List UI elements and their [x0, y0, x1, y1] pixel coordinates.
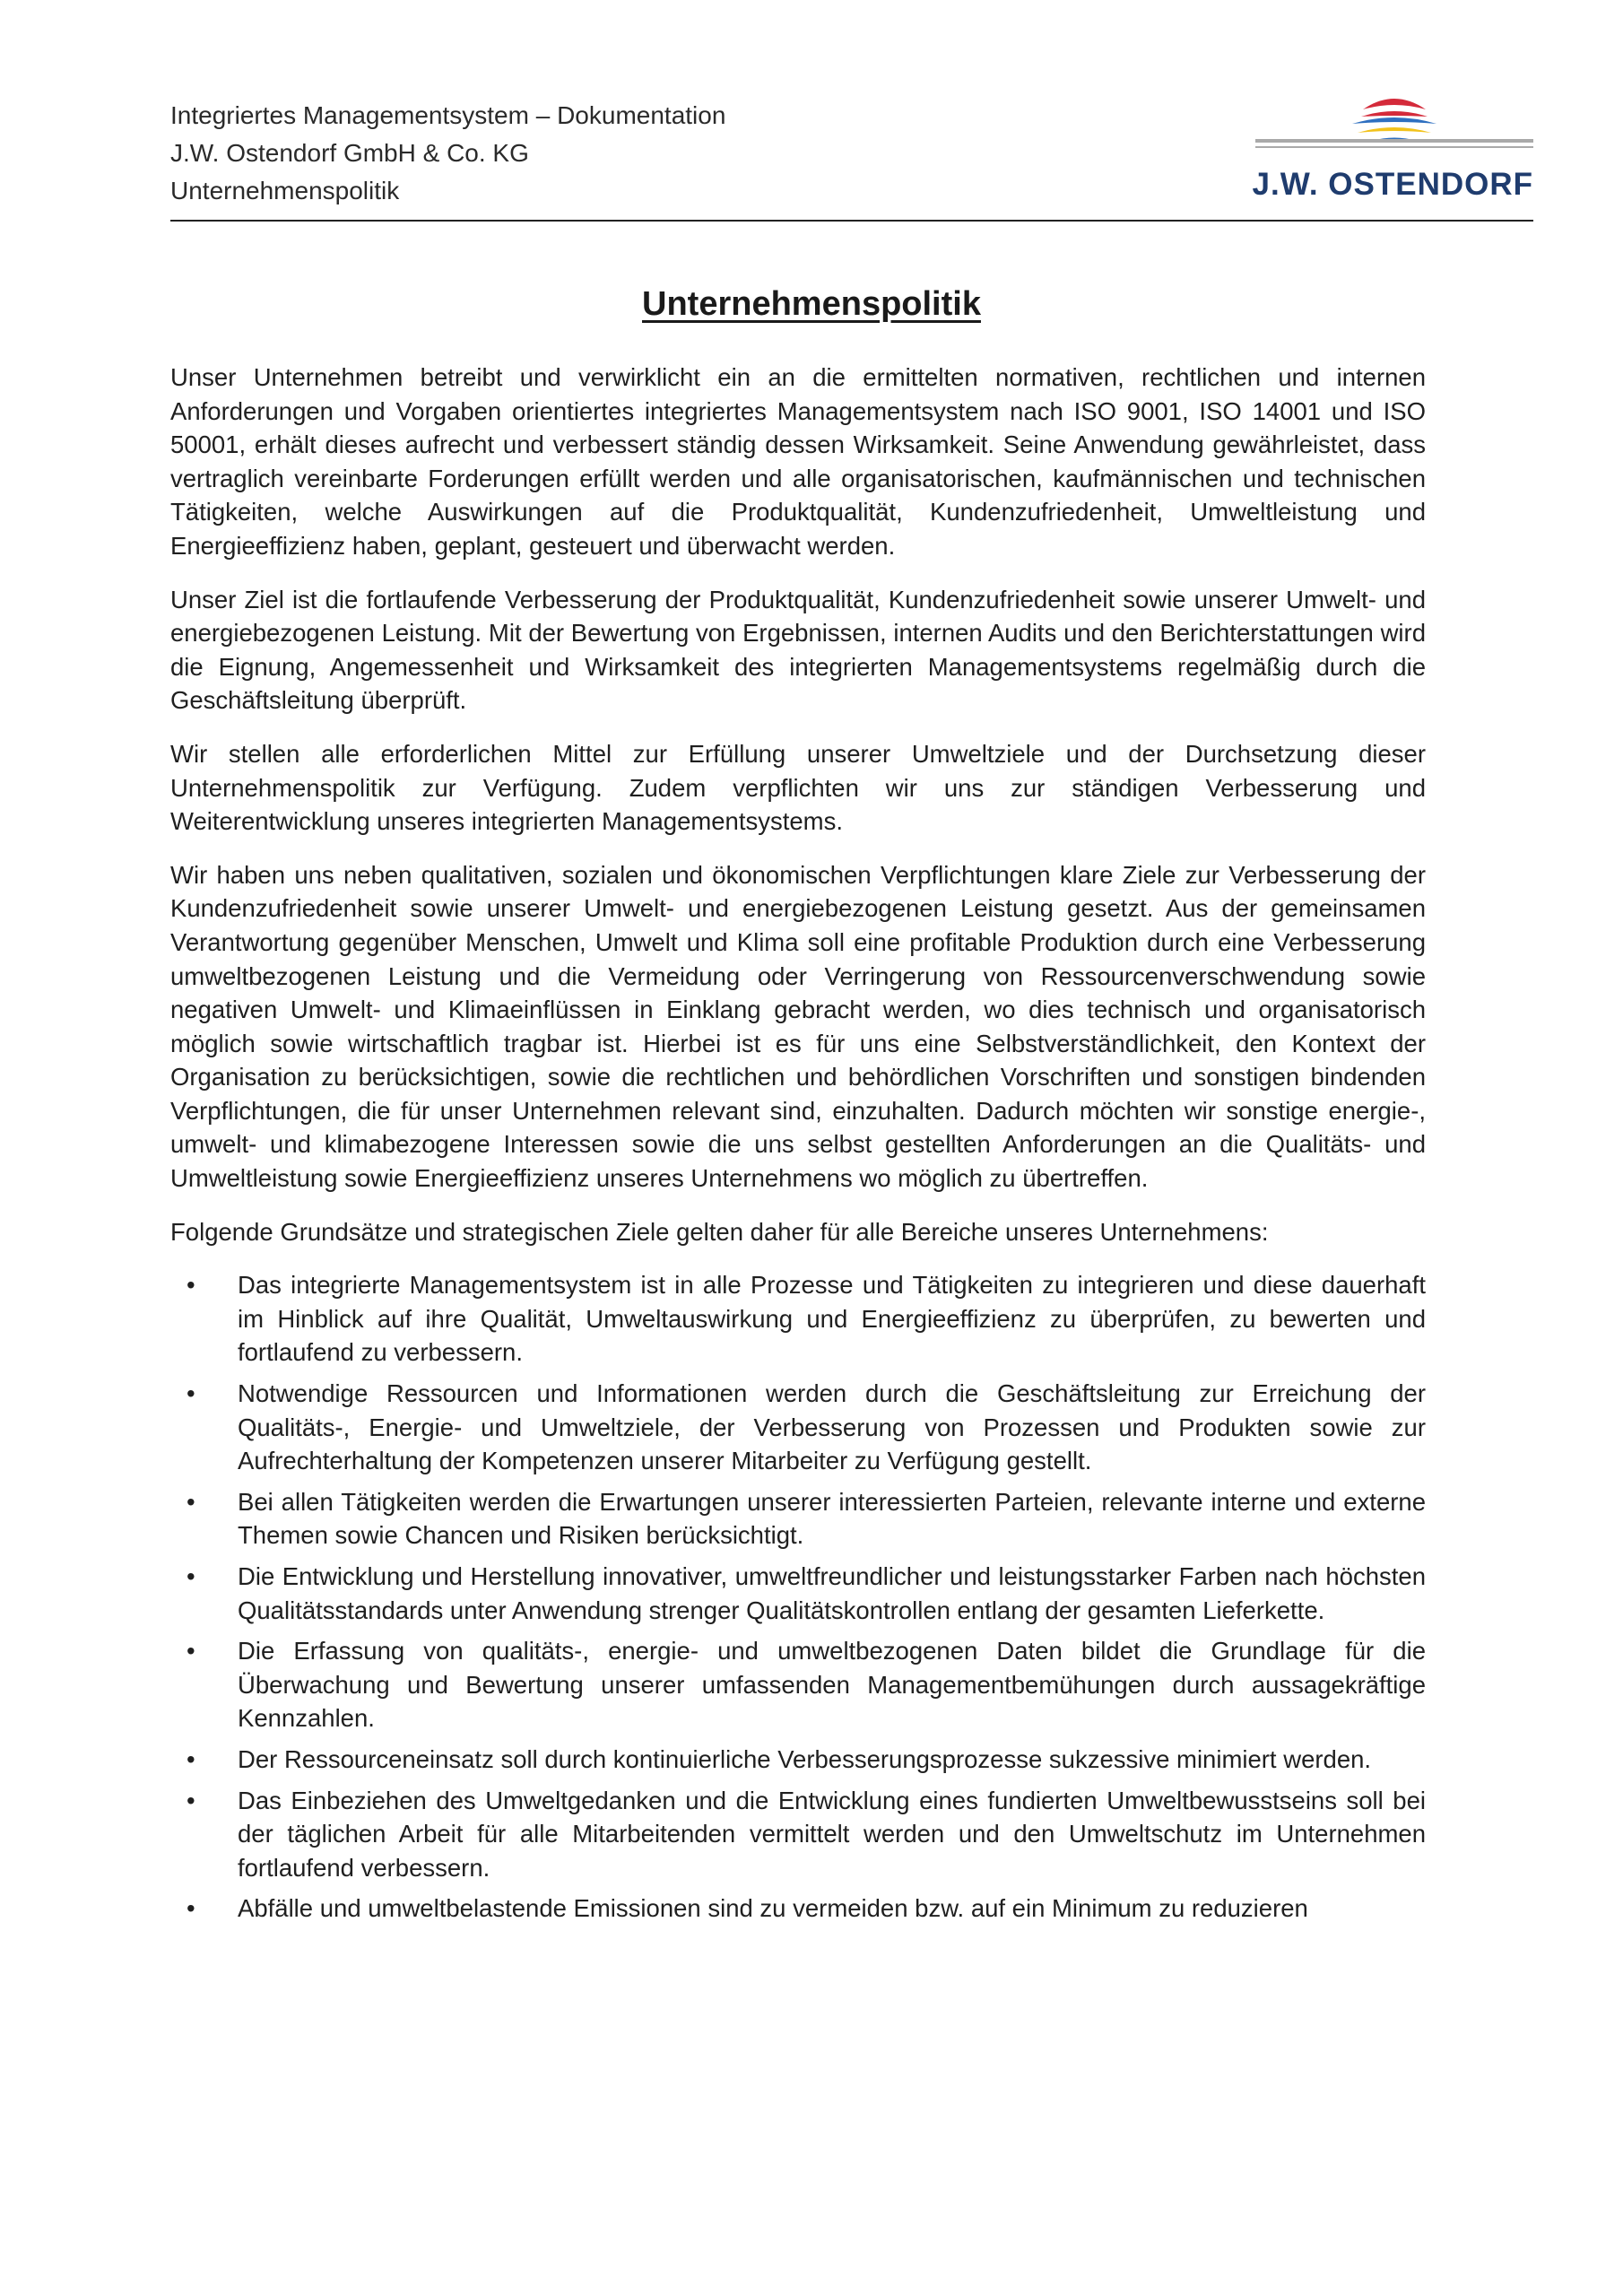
document-title: Unternehmenspolitik — [642, 285, 981, 323]
list-item — [170, 1485, 1426, 1552]
list-item-text: Der Ressourceneinsatz soll durch kontinuierliche Verbesserungsprozesse sukzessive minimiert werden. — [238, 1744, 1372, 1773]
list-item — [170, 1892, 1426, 1926]
list-item — [170, 1784, 1426, 1885]
header-text-block — [170, 97, 725, 210]
paragraph: Unser Unternehmen betreibt und verwirklicht ein an die ermittelten normativen, rechtlichen und internen Anforderungen und Vorgaben orientiertes integriertes Managementsystem nach ISO 9001, ISO 14001 und ISO 50001, erhält dieses aufrecht und verbessert ständig dessen Wirksamkeit. Seine Anwendung gewährleistet, dass vertraglich vereinbarte Forderungen erfüllt werden und alle organisatorischen, kaufmännischen und technischen Tätigkeiten, welche Auswirkungen auf die Produktqualität, Kundenzufriedenheit, Umweltleistung und Energieeffizienz haben, geplant, gesteuert und überwacht werden. — [170, 363, 1426, 560]
paragraph: Wir haben uns neben qualitativen, sozialen und ökonomischen Verpflichtungen klare Ziele zur Verbesserung der Kundenzufriedenheit sowie unserer Umwelt- und energiebezogenen Leistung gesetzt. Aus der gemeinsamen Verantwortung gegenüber Menschen, Umwelt und Klima soll eine profitable Produktion durch eine Verbesserung umweltbezogenen Leistung und die Vermeidung oder Verringerung von Ressourcenverschwendung sowie negativen Umwelt- und Klimaeinflüssen in Einklang gebracht werden, wo dies technisch und organisatorisch möglich sowie wirtschaftlich tragbar ist. Hierbei ist es für uns eine Selbstverständlichkeit, den Kontext der Organisation zu berücksichtigen, sowie die rechtlichen und behördlichen Vorschriften und sonstigen bindenden Verpflichtungen, die für unser Unternehmen relevant sind, einzuhalten. Dadurch möchten wir sonstige energie-, umwelt- und klimabezogene Interessen sowie die uns selbst gestellten Anforderungen an die Qualitäts- und Umweltleistung sowie Energieeffizienz unseres Unternehmens wo möglich zu übertreffen. — [170, 860, 1426, 1193]
bullet-icon: • — [187, 1379, 195, 1408]
paragraph: Wir stellen alle erforderlichen Mittel zur Erfüllung unserer Umweltziele und der Durchsetzung dieser Unternehmenspolitik zur Verfügung. Zudem verpflichten wir uns zur ständigen Verbesserung und Weiterentwicklung unseres integrierten Managementsystems. — [170, 739, 1426, 836]
list-item — [170, 1268, 1426, 1370]
list-item-text: Bei allen Tätigkeiten werden die Erwartungen unserer interessierten Parteien, relevante interne und externe Themen sowie Chancen und Risiken berücksichtigt. — [238, 1487, 1426, 1550]
list-item-text: Notwendige Ressourcen und Informationen werden durch die Geschäftsleitung zur Erreichung der Qualitäts-, Energie- und Umweltziele, der Verbesserung von Prozessen und Produkten sowie zur Aufrechterhaltung der Kompetenzen unserer Mitarbeiter zu Verfügung gestellt. — [238, 1379, 1426, 1475]
bullet-icon: • — [187, 1637, 195, 1665]
bullet-icon: • — [187, 1271, 195, 1300]
header-line-company: J.W. Ostendorf GmbH & Co. KG — [170, 139, 529, 167]
header-line-section: Unternehmenspolitik — [170, 177, 400, 204]
bullet-icon: • — [187, 1562, 195, 1590]
list-item-text: Abfälle und umweltbelastende Emissionen sind zu vermeiden bzw. auf ein Minimum zu reduzieren — [238, 1894, 1308, 1923]
list-item — [170, 1743, 1426, 1777]
logo-emblem-icon — [1255, 90, 1533, 170]
list-item-text: Das integrierte Managementsystem ist in alle Prozesse und Tätigkeiten zu integrieren und diese dauerhaft im Hinblick auf ihre Qualität, Umweltauswirkung und Energieeffizienz zu überprüfen, zu bewerten und fortlaufend zu verbessern. — [238, 1271, 1426, 1367]
list-item-text: Die Entwicklung und Herstellung innovativer, umweltfreundlicher und leistungsstarker Farben nach höchsten Qualitätsstandards unter Anwendung strenger Qualitätskontrollen entlang der gesamten Lieferkette. — [238, 1562, 1426, 1624]
header-divider — [170, 220, 1533, 222]
paragraph: Unser Ziel ist die fortlaufende Verbesserung der Produktqualität, Kundenzufriedenheit sowie unserer Umwelt- und energiebezogenen Leistung. Mit der Bewertung von Ergebnissen, internen Audits und den Berichterstattungen wird die Eignung, Angemessenheit und Wirksamkeit des integrierten Managementsystems regelmäßig durch die Geschäftsleitung überprüft. — [170, 585, 1426, 715]
list-item — [170, 1634, 1426, 1735]
document-header — [170, 90, 1533, 224]
list-item — [170, 1377, 1426, 1478]
document-body — [170, 361, 1426, 1933]
list-item-text: Das Einbeziehen des Umweltgedanken und die Entwicklung eines fundierten Umweltbewusstseins soll bei der täglichen Arbeit für alle Mitarbeitenden vermittelt werden und den Umweltschutz im Unternehmen fortlaufend verbessern. — [238, 1786, 1426, 1882]
bullet-icon: • — [187, 1786, 195, 1814]
logo-wordmark: J.W. OSTENDORF — [1252, 167, 1533, 202]
bullet-icon: • — [187, 1894, 195, 1923]
bullet-icon: • — [187, 1487, 195, 1516]
bullet-icon: • — [187, 1744, 195, 1773]
paragraph-list-intro: Folgende Grundsätze und strategischen Ziele gelten daher für alle Bereiche unseres Unternehmens: — [170, 1217, 1269, 1246]
principles-list — [170, 1268, 1426, 1926]
company-logo — [1252, 90, 1533, 206]
list-item — [170, 1560, 1426, 1627]
header-line-doc-type: Integriertes Managementsystem – Dokumentation — [170, 101, 726, 129]
list-item-text: Die Erfassung von qualitäts-, energie- und umweltbezogenen Daten bildet die Grundlage für die Überwachung und Bewertung unserer umfassenden Managementbemühungen durch aussagekräftige Kennzahlen. — [238, 1637, 1426, 1733]
